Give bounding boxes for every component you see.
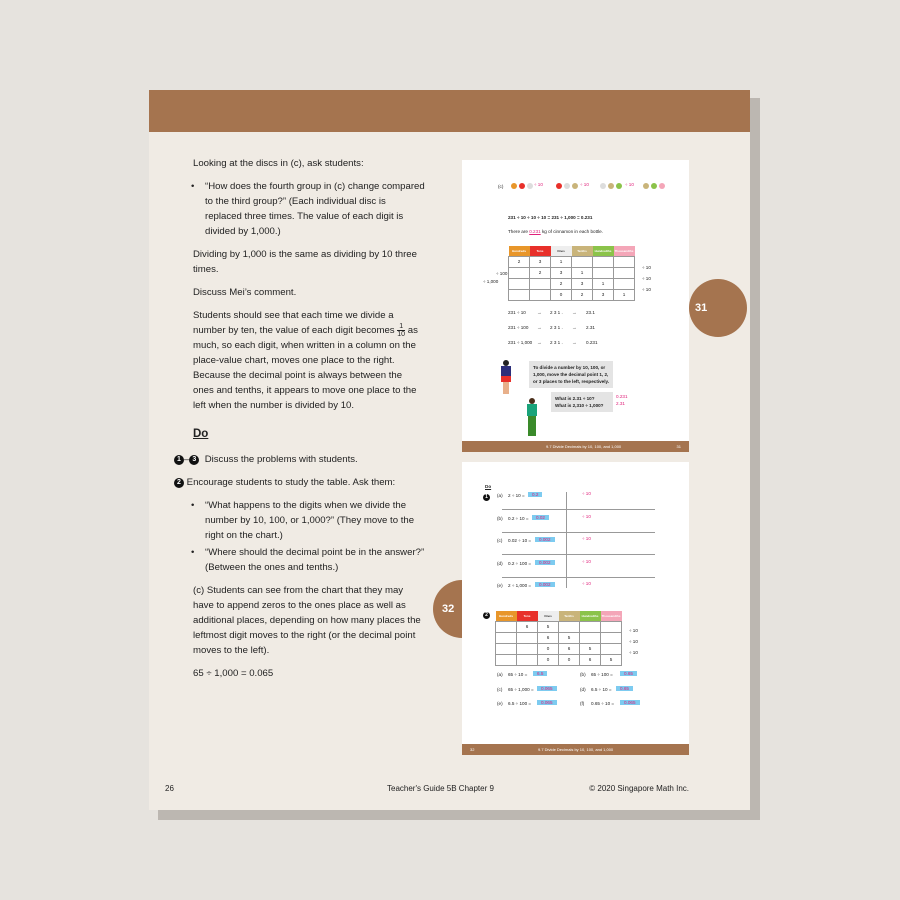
problem-expression: 0.2 ÷ 10 = xyxy=(508,515,529,521)
table-cell: 3 xyxy=(593,289,614,300)
problem-label: (c) xyxy=(497,538,503,543)
table-cell: 0 xyxy=(538,654,559,665)
footer-page: 32 xyxy=(470,747,475,752)
boy-illustration xyxy=(526,398,538,442)
left-text-column xyxy=(177,156,425,689)
problem-label: (f) xyxy=(580,701,585,706)
table-row xyxy=(496,654,622,665)
do-heading: Do xyxy=(193,428,209,441)
problem-expression: 65 ÷ 100 = xyxy=(591,672,613,677)
numerator: 1 xyxy=(399,323,404,330)
arrow-label: ÷ 10 xyxy=(629,628,638,633)
bullet: • “Where should the decimal point be in the answer?” (Between the ones and tenths.) xyxy=(193,545,425,575)
problem-expression: 6.5 ÷ 10 = xyxy=(591,686,612,692)
student-page-31 xyxy=(462,160,689,452)
table-row xyxy=(509,289,635,300)
table-cell: 3 xyxy=(551,267,572,278)
number-badge: 2 xyxy=(483,612,490,619)
table-cell xyxy=(593,267,614,278)
table-cell xyxy=(614,256,635,267)
question: What is 2,310 ÷ 1,000? xyxy=(555,403,604,408)
do-item-1-3 xyxy=(174,452,425,467)
table-cell: 0 xyxy=(551,289,572,300)
table-cell xyxy=(593,256,614,267)
do-item-2 xyxy=(174,475,425,490)
problem-expression: 2 ÷ 10 = xyxy=(508,493,525,498)
disc-group xyxy=(510,183,534,189)
answer-box: 0.065 xyxy=(537,700,557,705)
table-cell: 1 xyxy=(614,289,635,300)
column-header: Thousandths xyxy=(601,611,622,621)
arrow-label: ÷ 10 xyxy=(582,536,591,541)
table-cell xyxy=(601,632,622,643)
arrow-icon: → xyxy=(572,340,577,345)
table-cell: 1 xyxy=(551,256,572,267)
problem-expression: 0.65 ÷ 10 = xyxy=(591,701,615,706)
answer-box: 0.65 xyxy=(616,686,633,691)
arrow-icon: → xyxy=(537,325,542,330)
text: There are xyxy=(508,229,528,234)
page-footer xyxy=(462,441,689,452)
table-cell xyxy=(572,256,593,267)
paragraph: Looking at the discs in (c), ask students: xyxy=(193,158,364,169)
answer: 0.231 xyxy=(616,394,628,399)
problem-expression: 6.5 ÷ 100 = xyxy=(508,701,532,706)
column-header: Hundreds xyxy=(496,611,517,621)
column-header: Ones xyxy=(538,611,559,621)
problem-label: (b) xyxy=(580,672,586,677)
arrow-label: ÷ 10 xyxy=(629,650,638,655)
divider xyxy=(502,509,655,510)
column-header: Tenths xyxy=(559,611,580,621)
arrow-label: ÷ 10 xyxy=(642,287,651,292)
arrow-icon: → xyxy=(572,310,577,315)
page-footer xyxy=(462,744,689,755)
arrow-label: ÷ 10 xyxy=(629,639,638,644)
table-cell xyxy=(496,621,517,632)
table-cell: 0 xyxy=(559,654,580,665)
arrow-label: ÷ 100 xyxy=(496,271,508,276)
table-cell: 2 xyxy=(551,278,572,289)
problem-label: (d) xyxy=(497,560,503,566)
table-cell xyxy=(509,278,530,289)
step-digits: 2 3 1 . xyxy=(550,325,563,330)
arrow-icon: → xyxy=(537,340,542,345)
step-result: 2.31 xyxy=(586,325,595,330)
answer-box: 0.65 xyxy=(620,671,637,676)
table-cell xyxy=(517,632,538,643)
table-cell: 1 xyxy=(593,278,614,289)
number-badge: 1 xyxy=(483,494,490,501)
arrow-icon: → xyxy=(537,310,542,315)
table-cell: 6 xyxy=(580,654,601,665)
step-result: 0.231 xyxy=(586,340,598,345)
table-cell xyxy=(530,278,551,289)
problem-label: (e) xyxy=(497,701,503,706)
arrow-label: ÷ 10 xyxy=(582,558,591,564)
table-cell: 3 xyxy=(572,278,593,289)
text: Students should see that each time we divide a number by ten, the value of each digit becomes xyxy=(193,310,395,337)
table-cell: 6 xyxy=(559,643,580,654)
arrow-label: ÷ 10 xyxy=(642,276,651,281)
answer-box: 0.002 xyxy=(535,582,555,587)
page-tab-31 xyxy=(689,279,747,337)
text: Discuss the problems with students. xyxy=(204,454,358,466)
table-cell xyxy=(517,643,538,654)
step-result: 23.1 xyxy=(586,310,595,315)
table-cell xyxy=(614,278,635,289)
column-header: Thousandths xyxy=(614,246,635,256)
answer: 2.31 xyxy=(616,401,625,406)
table-cell: 5 xyxy=(601,654,622,665)
paragraph: (c) Students can see from the chart that they may have to append zeros to the ones place as well as additional places, depending on how many places the leftmost digit moves to the right (or the decimal point moves to the left). xyxy=(193,585,421,657)
number-badge: 3 xyxy=(189,455,199,465)
girl-illustration xyxy=(500,360,512,402)
arrow-label: ÷ 10 xyxy=(582,513,591,519)
answer-box: 6.5 xyxy=(533,671,547,676)
answer-box: 0.065 xyxy=(537,686,557,691)
paragraph xyxy=(193,308,425,413)
step-expression: 231 ÷ 100 xyxy=(508,325,529,330)
problem-label: (a) xyxy=(497,672,503,677)
column-header: Tenths xyxy=(572,246,593,256)
column-header: Hundredths xyxy=(593,246,614,256)
paragraph: 65 ÷ 1,000 = 0.065 xyxy=(193,668,274,680)
table-cell xyxy=(580,632,601,643)
table-cell xyxy=(496,643,517,654)
table-cell xyxy=(509,289,530,300)
table-cell xyxy=(496,632,517,643)
fraction xyxy=(397,323,405,338)
text: Encourage students to study the table. Ask them: xyxy=(186,477,396,489)
problem-label: (b) xyxy=(497,515,503,521)
arrow-label: ÷ 10 xyxy=(625,182,634,187)
header-band xyxy=(149,90,750,132)
table-row xyxy=(496,621,622,632)
footer-page: 31 xyxy=(676,444,681,449)
number-badge: 1 xyxy=(174,455,184,465)
table-cell xyxy=(517,654,538,665)
table-cell: 5 xyxy=(580,643,601,654)
place-value-table xyxy=(508,246,635,301)
equation: 231 ÷ 10 ÷ 10 ÷ 10 = 231 ÷ 1,000 = 0.231 xyxy=(508,215,593,220)
answer-box: 0.2 xyxy=(528,492,542,497)
table-cell: 2 xyxy=(509,256,530,267)
table-cell xyxy=(559,621,580,632)
column-header: Tens xyxy=(517,611,538,621)
table-cell: 2 xyxy=(572,289,593,300)
table-row xyxy=(509,267,635,278)
arrow-label: ÷ 10 xyxy=(582,581,591,586)
page-number: 26 xyxy=(165,784,174,793)
arrow-label: ÷ 1,000 xyxy=(483,279,499,284)
table-cell xyxy=(496,654,517,665)
text: as much, so each digit, when written in a column on the place-value chart, moves one place to the right. Because the decimal point is always between the ones and tenths, it appears to move one place to the left when the number is divided by 10. xyxy=(193,325,418,412)
answer-box: 0.02 xyxy=(532,515,549,520)
tab-label: 31 xyxy=(695,302,708,314)
answer-box: 0.002 xyxy=(535,537,555,542)
paragraph: Dividing by 1,000 is the same as dividing by 10 three times. xyxy=(193,249,417,275)
arrow-icon: → xyxy=(572,325,577,330)
do-heading: Do xyxy=(485,484,492,489)
text: kg of cinnamon in each bottle. xyxy=(541,229,604,234)
footer-title: 9.7 Divide Decimals by 10, 100, and 1,000 xyxy=(538,747,614,752)
problem-expression: 0.2 ÷ 100 = xyxy=(508,560,532,566)
table-row xyxy=(496,632,622,643)
answer: 0.231 xyxy=(529,229,541,234)
divider xyxy=(566,492,567,588)
step-expression: 231 ÷ 1,000 xyxy=(508,340,533,345)
table-cell: 1 xyxy=(572,267,593,278)
table-cell xyxy=(601,621,622,632)
place-value-table xyxy=(495,611,622,666)
column-header: Hundreds xyxy=(509,246,530,256)
divider xyxy=(502,554,655,555)
problem-expression: 0.02 ÷ 10 = xyxy=(508,538,532,543)
copyright: © 2020 Singapore Math Inc. xyxy=(589,784,689,793)
step-digits: 2 3 1 . xyxy=(550,340,563,345)
student-page-32 xyxy=(462,462,689,755)
table-cell xyxy=(601,643,622,654)
table-cell xyxy=(509,267,530,278)
bullet: • “How does the fourth group in (c) change compared to the third group?” (Each individual disc is replaced three times. The value of each digit is divided by 1,000.) xyxy=(193,179,425,239)
problem-label: (a) xyxy=(497,493,503,498)
table-row xyxy=(509,278,635,289)
column-header: Ones xyxy=(551,246,572,256)
table-cell xyxy=(530,289,551,300)
column-header: Hundredths xyxy=(580,611,601,621)
footer-title: Teacher's Guide 5B Chapter 9 xyxy=(387,784,494,793)
number-badge: 2 xyxy=(174,478,184,488)
step-digits: 2 3 1 . xyxy=(550,310,563,315)
paragraph: Discuss Mei’s comment. xyxy=(193,287,297,298)
problem-expression: 2 ÷ 1,000 = xyxy=(508,583,532,588)
table-cell: 0 xyxy=(538,643,559,654)
divider xyxy=(502,532,655,533)
answer-box: 0.002 xyxy=(535,560,555,565)
dash: – xyxy=(184,454,190,466)
disc-group xyxy=(642,183,666,189)
speech-bubble: To divide a number by 10, 100, or 1,000, move the decimal point 1, 2, or 3 places to the left, respectively. xyxy=(529,361,613,388)
table-cell: 2 xyxy=(530,267,551,278)
problem-label: (c) xyxy=(497,686,503,692)
answer-box: 0.065 xyxy=(620,700,640,705)
problem-expression: 65 ÷ 1,000 = xyxy=(508,686,534,692)
table-cell: 5 xyxy=(538,621,559,632)
speech-bubble xyxy=(551,392,613,412)
table-row xyxy=(496,643,622,654)
arrow-label: ÷ 10 xyxy=(580,182,589,187)
question: What is 2.31 ÷ 10? xyxy=(555,396,595,401)
problem-label: (e) xyxy=(497,583,503,588)
table-cell: 3 xyxy=(530,256,551,267)
bullet: • “What happens to the digits when we divide the number by 10, 100, or 1,000?” (They move to the right on the chart.) xyxy=(193,498,425,543)
problem-label: (d) xyxy=(580,686,586,692)
table-cell xyxy=(580,621,601,632)
sentence xyxy=(508,229,603,234)
label: (c) xyxy=(498,184,504,189)
table-cell: 5 xyxy=(559,632,580,643)
table-cell: 6 xyxy=(517,621,538,632)
problem-expression: 65 ÷ 10 = xyxy=(508,672,528,677)
denominator: 10 xyxy=(397,331,406,338)
table-cell: 6 xyxy=(538,632,559,643)
table-row xyxy=(509,256,635,267)
disc-group xyxy=(599,183,623,189)
arrow-label: ÷ 10 xyxy=(582,491,591,496)
arrow-label: ÷ 10 xyxy=(642,265,651,270)
disc-group xyxy=(555,183,579,189)
arrow-label: ÷ 10 xyxy=(534,182,543,187)
footer-title: 9.7 Divide Decimals by 10, 100, and 1,000 xyxy=(546,444,622,449)
step-expression: 231 ÷ 10 xyxy=(508,310,526,315)
table-cell xyxy=(614,267,635,278)
column-header: Tens xyxy=(530,246,551,256)
divider xyxy=(502,577,655,578)
tab-label: 32 xyxy=(442,603,455,615)
